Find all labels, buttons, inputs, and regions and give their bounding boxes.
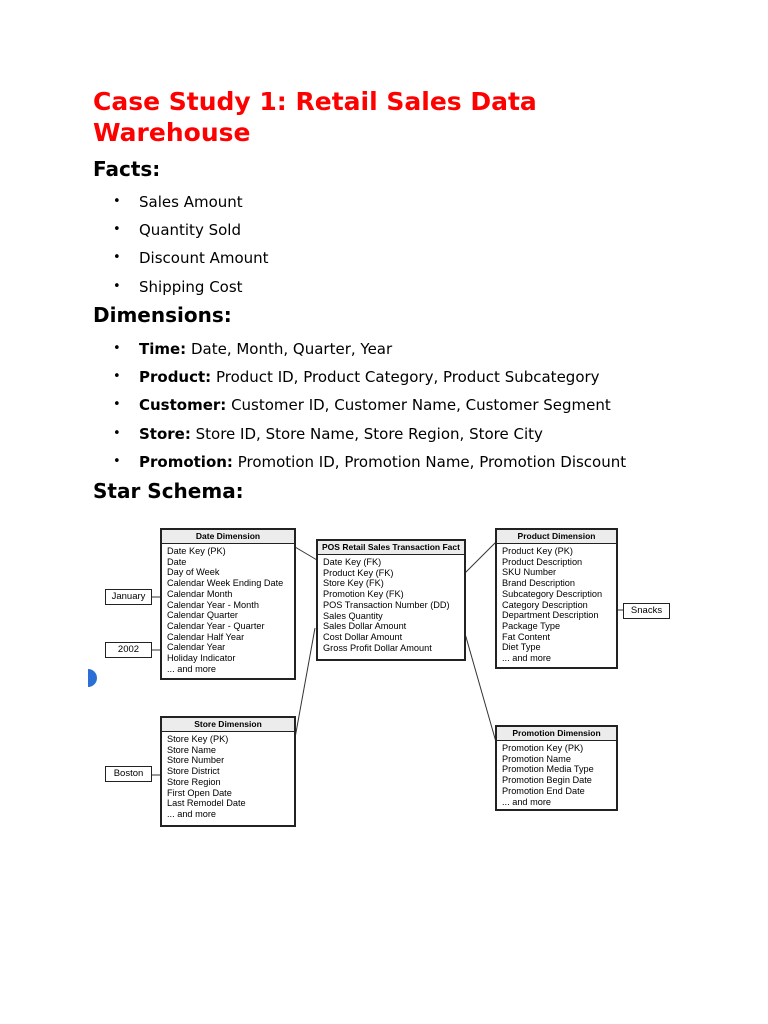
table-field: Category Description: [502, 599, 588, 610]
fact-table: [316, 539, 466, 661]
table-field: Date: [167, 556, 187, 567]
connector-fact-product: [464, 542, 496, 574]
table-field: Store Key (PK): [167, 734, 229, 744]
sample-boston: Boston: [105, 766, 152, 782]
dimension-name: Store:: [139, 424, 191, 443]
table-field: Gross Profit Dollar Amount: [323, 642, 432, 653]
table-field: Cost Dollar Amount: [323, 631, 403, 642]
connector-date-fact: [295, 547, 317, 560]
table-field: Promotion Key (PK): [502, 743, 584, 753]
dimension-item: [0, 424, 626, 452]
dimensions-list: [0, 339, 626, 480]
store-dimension-title: Store Dimension: [162, 718, 294, 732]
document-title: Case Study 1: Retail Sales Data Warehouse: [93, 87, 537, 147]
table-field: POS Transaction Number (DD): [323, 599, 450, 610]
dimension-name: Product:: [139, 368, 212, 387]
table-field: ... and more: [167, 808, 217, 819]
sample-january: January: [105, 589, 152, 605]
table-field: Promotion Name: [502, 753, 571, 764]
star-schema-diagram: [105, 520, 665, 830]
table-field: Promotion Begin Date: [502, 775, 592, 786]
fact-item: • Quantity Sold: [0, 220, 269, 248]
dimension-name: Time:: [139, 340, 187, 358]
table-field: Calendar Month: [167, 588, 233, 599]
table-field: Promotion Media Type: [502, 764, 594, 775]
table-field: Promotion End Date: [502, 785, 585, 796]
store-dimension-table: [160, 716, 296, 827]
table-field: Subcategory Description: [502, 588, 603, 599]
facts-heading: Facts:: [93, 157, 161, 181]
table-field: Store District: [167, 766, 220, 777]
fact-item: • Shipping Cost: [0, 277, 269, 305]
table-field: Day of Week: [167, 567, 220, 578]
dimension-values: Store ID, Store Name, Store Region, Store City: [195, 424, 543, 443]
sample-snacks: Snacks: [623, 603, 670, 619]
dimension-name: Promotion:: [139, 452, 233, 471]
table-field: Sales Quantity: [323, 610, 383, 621]
table-field: Sales Dollar Amount: [323, 621, 407, 632]
blue-marker: [88, 669, 97, 687]
dimension-item: [0, 452, 626, 480]
table-field: Store Number: [167, 755, 225, 766]
table-field: Product Key (FK): [323, 567, 394, 578]
dimension-values: Date, Month, Quarter, Year: [190, 340, 393, 358]
table-field: Promotion Key (FK): [323, 589, 404, 600]
table-field: Calendar Year - Quarter: [167, 620, 265, 631]
promotion-dimension-title: Promotion Dimension: [497, 727, 616, 741]
table-field: Calendar Half Year: [167, 631, 245, 642]
date-dimension-title: Date Dimension: [162, 530, 294, 544]
table-field: ... and more: [502, 796, 552, 807]
promotion-dimension-table: [495, 725, 618, 811]
dimension-item: [0, 367, 626, 395]
table-field: SKU Number: [502, 567, 557, 578]
table-field: Department Description: [502, 610, 599, 621]
dimension-values: Product ID, Product Category, Product Subcategory: [215, 368, 600, 387]
fact-item: • Sales Amount: [0, 192, 269, 220]
table-field: Calendar Week Ending Date: [167, 578, 284, 589]
table-field: Store Key (FK): [323, 578, 384, 589]
table-field: Product Key (PK): [502, 546, 573, 556]
star-schema-heading: Star Schema:: [93, 479, 244, 503]
fact-table-title: POS Retail Sales Transaction Fact: [318, 541, 464, 555]
product-dimension-title: Product Dimension: [497, 530, 616, 544]
facts-list: [0, 192, 269, 305]
date-dimension-table: [160, 528, 296, 680]
dimension-item: [0, 339, 626, 367]
product-dimension-table: [495, 528, 618, 669]
table-field: Brand Description: [502, 578, 576, 589]
table-field: Store Name: [167, 744, 217, 755]
table-field: First Open Date: [167, 787, 232, 798]
connector-fact-promotion: [464, 630, 496, 742]
table-field: Calendar Year: [167, 642, 226, 653]
table-field: ... and more: [167, 663, 217, 674]
table-field: Fat Content: [502, 631, 551, 642]
table-field: Holiday Indicator: [167, 653, 236, 664]
table-field: Package Type: [502, 620, 561, 631]
table-field: ... and more: [502, 653, 552, 664]
table-field: Date Key (FK): [323, 557, 382, 567]
dimension-name: Customer:: [139, 396, 227, 415]
connector-fact-store: [295, 628, 315, 738]
table-field: Calendar Quarter: [167, 610, 238, 621]
table-field: Last Remodel Date: [167, 798, 246, 809]
table-field: Store Region: [167, 776, 221, 787]
table-field: Date Key (PK): [167, 546, 226, 556]
dimensions-heading: Dimensions:: [93, 303, 232, 327]
dimension-item: [0, 395, 626, 423]
dimension-values: Promotion ID, Promotion Name, Promotion Discount: [237, 452, 627, 471]
fact-item: • Discount Amount: [0, 248, 269, 276]
dimension-values: Customer ID, Customer Name, Customer Segment: [231, 396, 611, 415]
sample-2002: 2002: [105, 642, 152, 658]
table-field: Calendar Year - Month: [167, 599, 259, 610]
table-field: Product Description: [502, 556, 583, 567]
table-field: Diet Type: [502, 642, 541, 653]
